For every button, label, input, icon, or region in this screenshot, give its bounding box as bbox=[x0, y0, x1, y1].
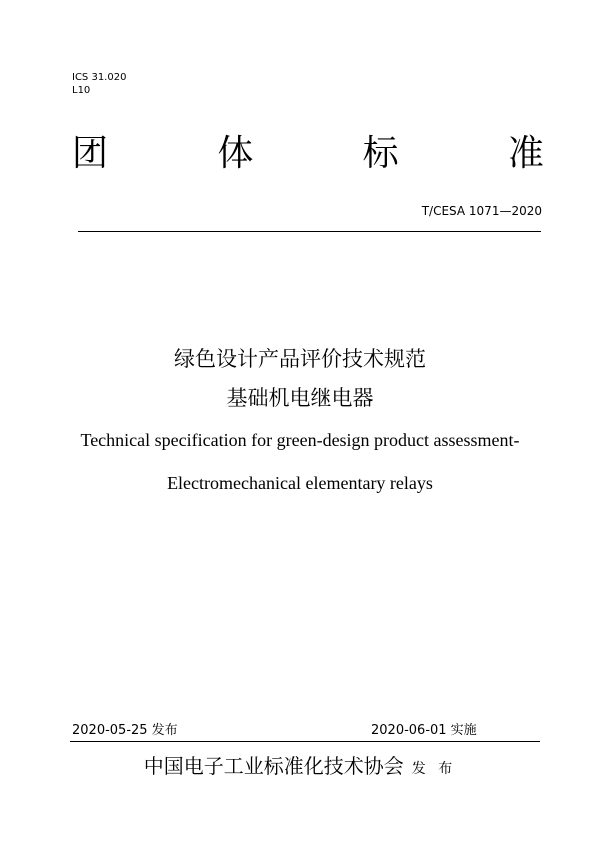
issue-date: 2020-05-25 发布 bbox=[72, 723, 178, 738]
standard-code: T/CESA 1071—2020 bbox=[421, 204, 542, 218]
standard-category bbox=[72, 132, 544, 176]
publisher: 中国电子工业标准化技术协会 bbox=[143, 754, 404, 778]
title-cn-line1: 绿色设计产品评价技术规范 bbox=[174, 347, 426, 371]
title-cn-line2: 基础机电继电器 bbox=[226, 386, 374, 410]
category-char: 体 bbox=[217, 133, 254, 174]
implement-date: 2020-06-01 实施 bbox=[371, 723, 477, 738]
ccs-code: L10 bbox=[72, 85, 91, 96]
title-en-line2: Electromechanical elementary relays bbox=[167, 473, 433, 493]
category-char: 标 bbox=[362, 133, 399, 174]
ics-code: ICS 31.020 bbox=[72, 72, 127, 83]
header-divider bbox=[78, 231, 541, 232]
footer-divider bbox=[70, 741, 540, 742]
category-char: 团 bbox=[72, 133, 109, 174]
title-en-line1: Technical specification for green-design product assessment- bbox=[80, 430, 520, 450]
publisher-line bbox=[0, 750, 600, 779]
category-char: 准 bbox=[507, 133, 544, 174]
publish-label: 发 布 bbox=[411, 761, 457, 777]
